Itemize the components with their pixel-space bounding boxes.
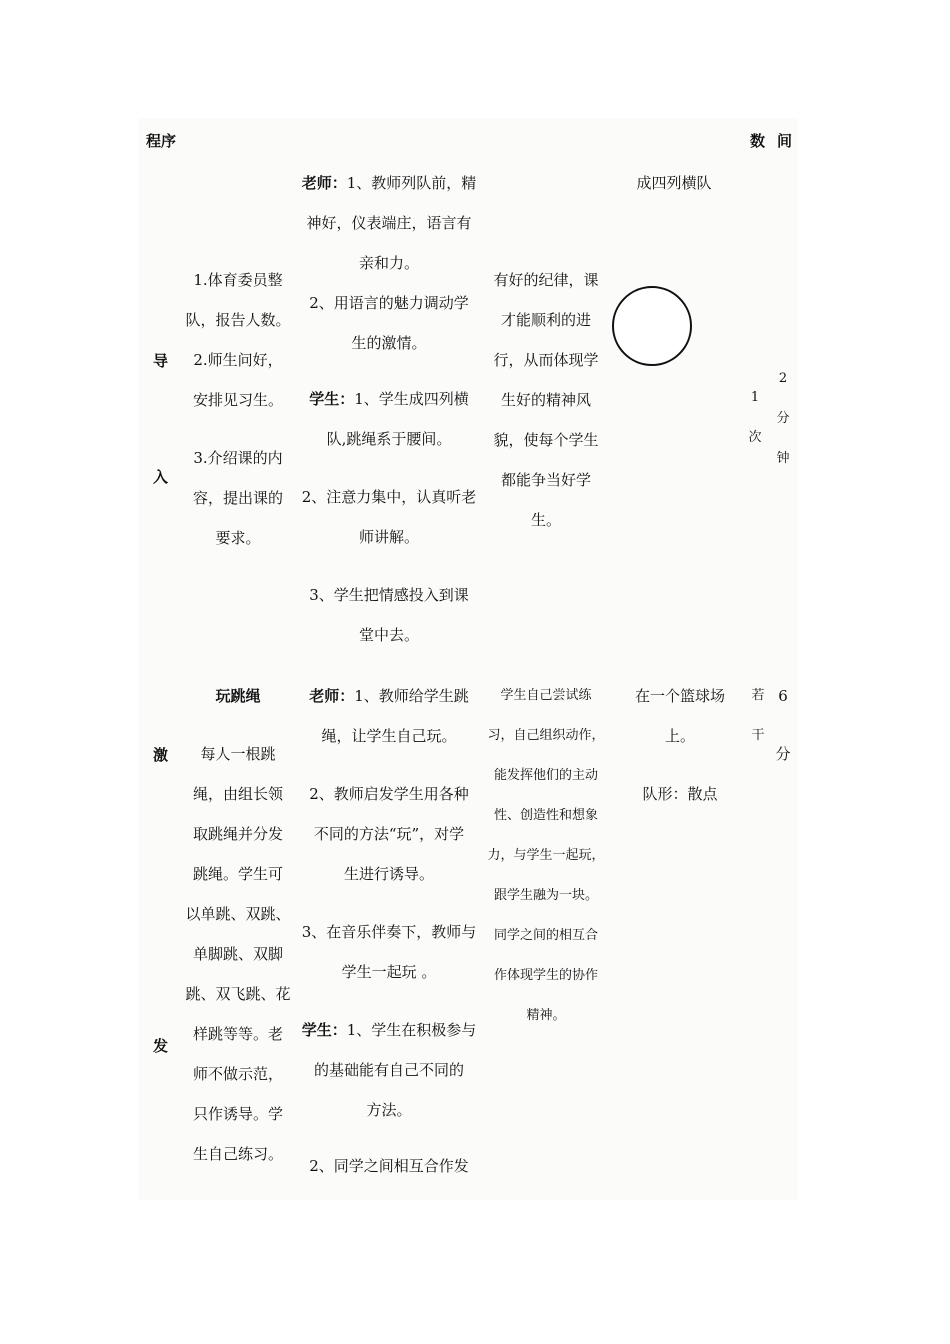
header-time: 间: [777, 132, 793, 150]
section2-title-top: 激: [153, 746, 169, 764]
section1-title-bottom: 入: [153, 468, 169, 486]
section1-methods: 老师：1、教师列队前，精 神好，仪表端庄，语言有 亲和力。 2、用语言的魅力调动学 生的激情。 学生：1、学生成四列横 队,跳绳系于腰间。 2、注意力集中，认真听老 师讲解。 3、学生把情感投入到课 堂中去。: [296, 163, 482, 655]
section1-formation: 成四列横队: [636, 174, 712, 192]
formation-diagram-circle: [612, 286, 692, 366]
section2-content: 玩跳绳 每人一根跳 绳，由组长领 取跳绳并分发 跳绳。学生可 以单跳、双跳、 单脚跳、双脚 跳、双飞跳、花 样跳等等。老 师不做示范， 只作诱导。学 生自己练习。: [184, 676, 292, 1174]
header-count: 数: [750, 132, 766, 150]
section2-intent: 学生自己尝试练 习，自己组织动作， 能发挥他们的主动 性、创造性和想象 力，与学生一起玩， 跟学生融为一块。 同学之间的相互合 作体现学生的协作 精神。: [487, 688, 605, 1023]
section2-title-bottom: 发: [153, 1037, 169, 1055]
section2-formation-type: 队形：散点: [642, 785, 718, 803]
header-procedure: 程序: [146, 132, 177, 150]
section2-content-title: 玩跳绳: [215, 687, 261, 705]
section2-methods: 老师：1、教师给学生跳 绳，让学生自己玩。 2、教师启发学生用各种 不同的方法“玩”，对学 生进行诱导。 3、在音乐伴奏下，教师与 学生一起玩 。 学生：1、学生在积极参与 的基础能有自己不同的 方法。 2、同学之间相互合作发: [296, 676, 482, 1186]
section1-time: 2 分 钟: [776, 371, 790, 466]
section1-content: 1.体育委员整 队，报告人数。 2.师生问好， 安排见习生。 3.介绍课的内 容，提出课的 要求。: [185, 271, 291, 547]
section1-intent: 有好的纪律，课 才能顺利的进 行，从而体现学 生好的精神风 貌，使每个学生 都能争当好学 生。: [493, 271, 599, 529]
section1-teacher-line: 老师：1、教师列队前，精: [301, 174, 477, 192]
section1-student-line: 学生：1、学生成四列横: [309, 390, 469, 408]
section1-count: 1 次: [748, 390, 762, 445]
section2-formation: 在一个篮球场 上。 队形：散点: [618, 676, 742, 814]
section2-teacher-line: 老师：1、教师给学生跳: [309, 687, 469, 705]
section2-student-line: 学生：1、学生在积极参与: [301, 1021, 477, 1039]
section1-title-top: 导: [153, 352, 169, 370]
section2-time: 6 分: [775, 687, 791, 763]
section2-count: 若 干: [751, 688, 765, 743]
